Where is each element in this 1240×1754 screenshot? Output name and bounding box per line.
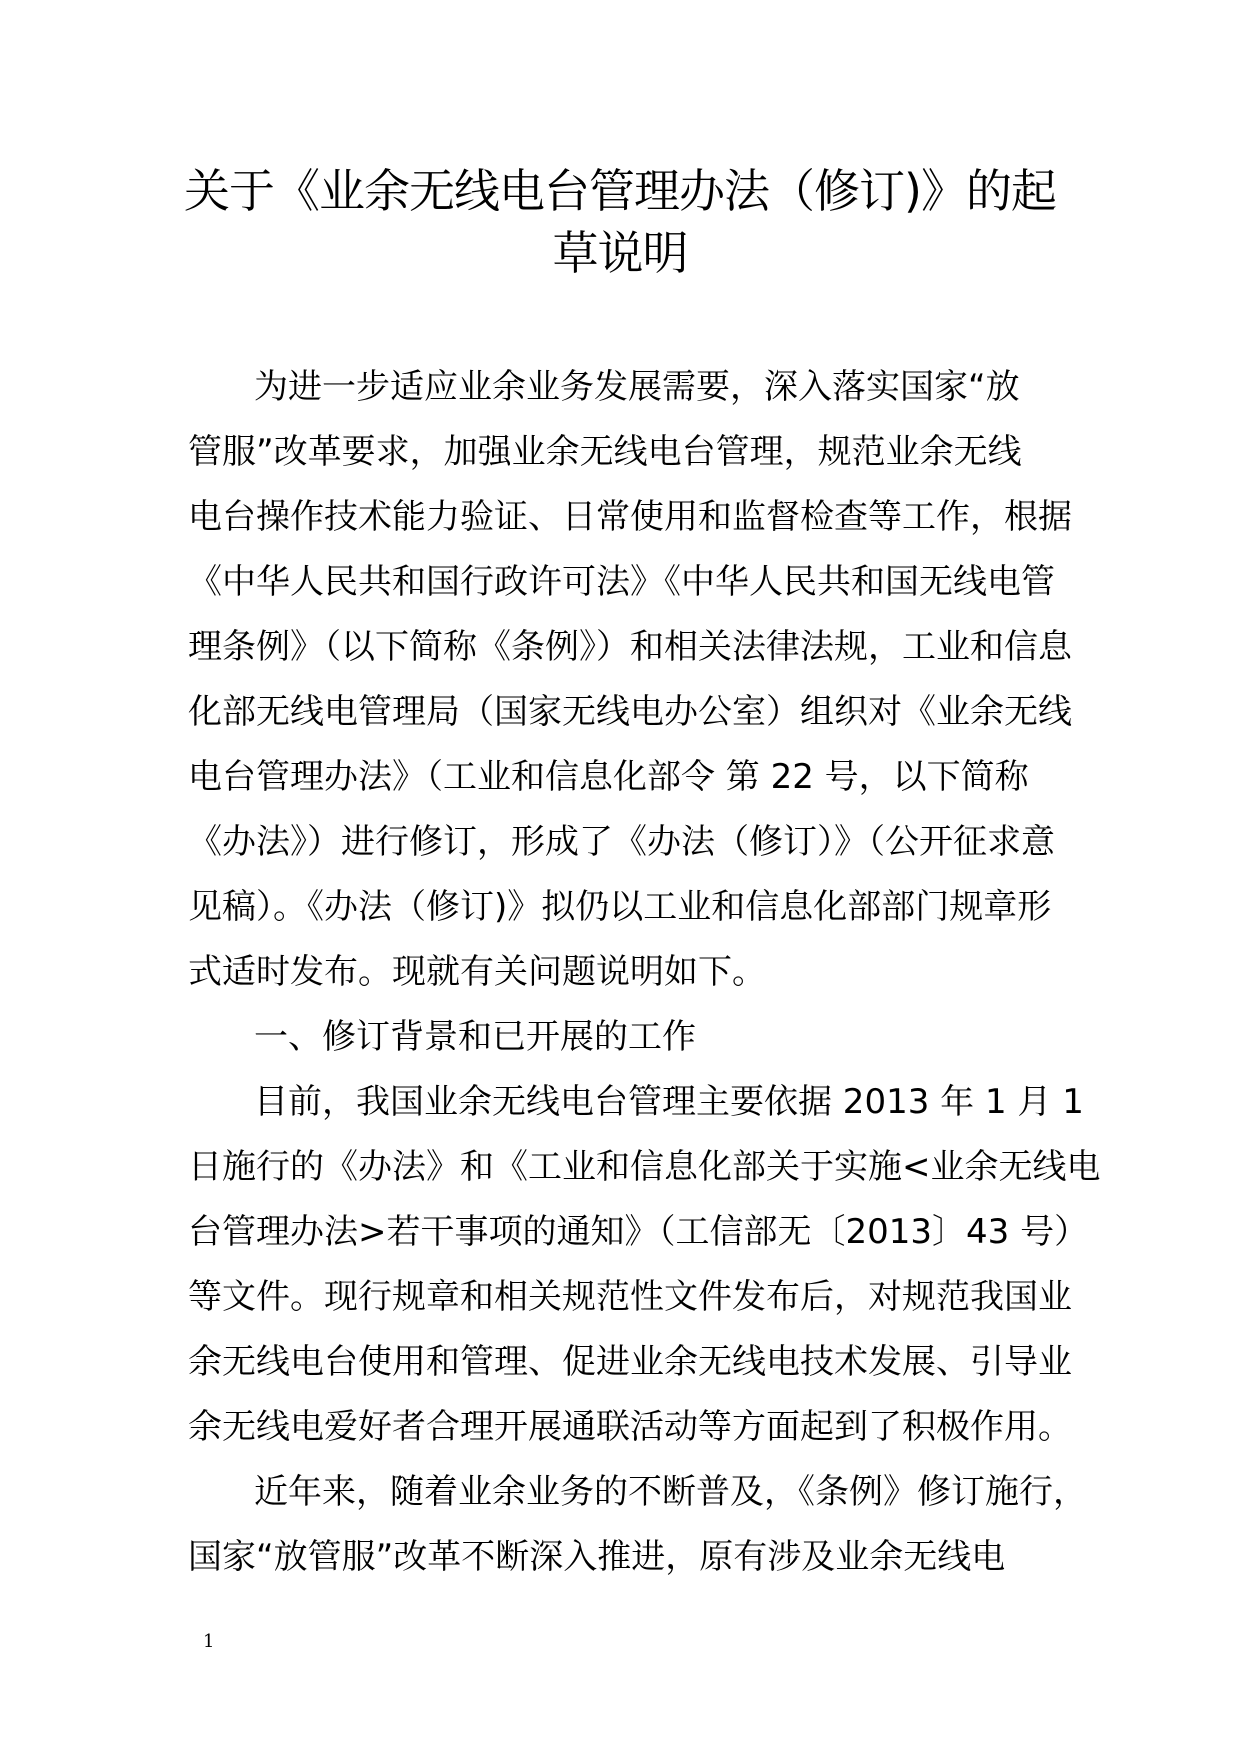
body-line: 《中华人民共和国行政许可法》《中华人民共和国无线电管 bbox=[188, 562, 1055, 602]
title-line-2: 草说明 bbox=[552, 226, 688, 280]
body-line: 为进一步适应业余业务发展需要，深入落实国家“放 bbox=[254, 367, 1020, 407]
body-line: 国家“放管服”改革不断深入推进，原有涉及业余无线电 bbox=[188, 1537, 1006, 1577]
document-title bbox=[150, 160, 1090, 284]
document-body bbox=[188, 355, 1101, 1590]
body-line: 近年来，随着业余业务的不断普及，《条例》修订施行， bbox=[254, 1472, 1087, 1512]
body-line: 电台管理办法》（工业和信息化部令 第 22 号，以下简称 bbox=[188, 757, 1029, 797]
body-line: 日施行的《办法》和《工业和信息化部关于实施<业余无线电 bbox=[188, 1147, 1101, 1187]
body-line: 等文件。现行规章和相关规范性文件发布后，对规范我国业 bbox=[188, 1277, 1072, 1317]
body-line: 《办法》）进行修订，形成了《办法（修订）》（公开征求意 bbox=[188, 822, 1055, 862]
body-line: 目前，我国业余无线电台管理主要依据 2013 年 1 月 1 bbox=[254, 1082, 1084, 1122]
body-line: 电台操作技术能力验证、日常使用和监督检查等工作，根据 bbox=[188, 497, 1072, 537]
body-line: 余无线电爱好者合理开展通联活动等方面起到了积极作用。 bbox=[188, 1407, 1072, 1447]
body-line: 化部无线电管理局（国家无线电办公室）组织对《业余无线 bbox=[188, 692, 1072, 732]
body-line: 理条例》（以下简称《条例》）和相关法律法规，工业和信息 bbox=[188, 627, 1072, 667]
page-number: 1 bbox=[203, 1631, 215, 1652]
title-line-1: 关于《业余无线电台管理办法（修订)》的起 bbox=[184, 164, 1056, 218]
body-line: 一、修订背景和已开展的工作 bbox=[254, 1017, 696, 1057]
body-line: 管服”改革要求，加强业余无线电台管理，规范业余无线 bbox=[188, 432, 1022, 472]
body-line: 式适时发布。现就有关问题说明如下。 bbox=[188, 952, 766, 992]
body-line: 见稿）。《办法（修订)》拟仍以工业和信息化部部门规章形 bbox=[188, 887, 1052, 927]
body-line: 余无线电台使用和管理、促进业余无线电技术发展、引导业 bbox=[188, 1342, 1072, 1382]
body-line: 台管理办法>若干事项的通知》（工信部无〔2013〕43 号） bbox=[188, 1212, 1089, 1252]
